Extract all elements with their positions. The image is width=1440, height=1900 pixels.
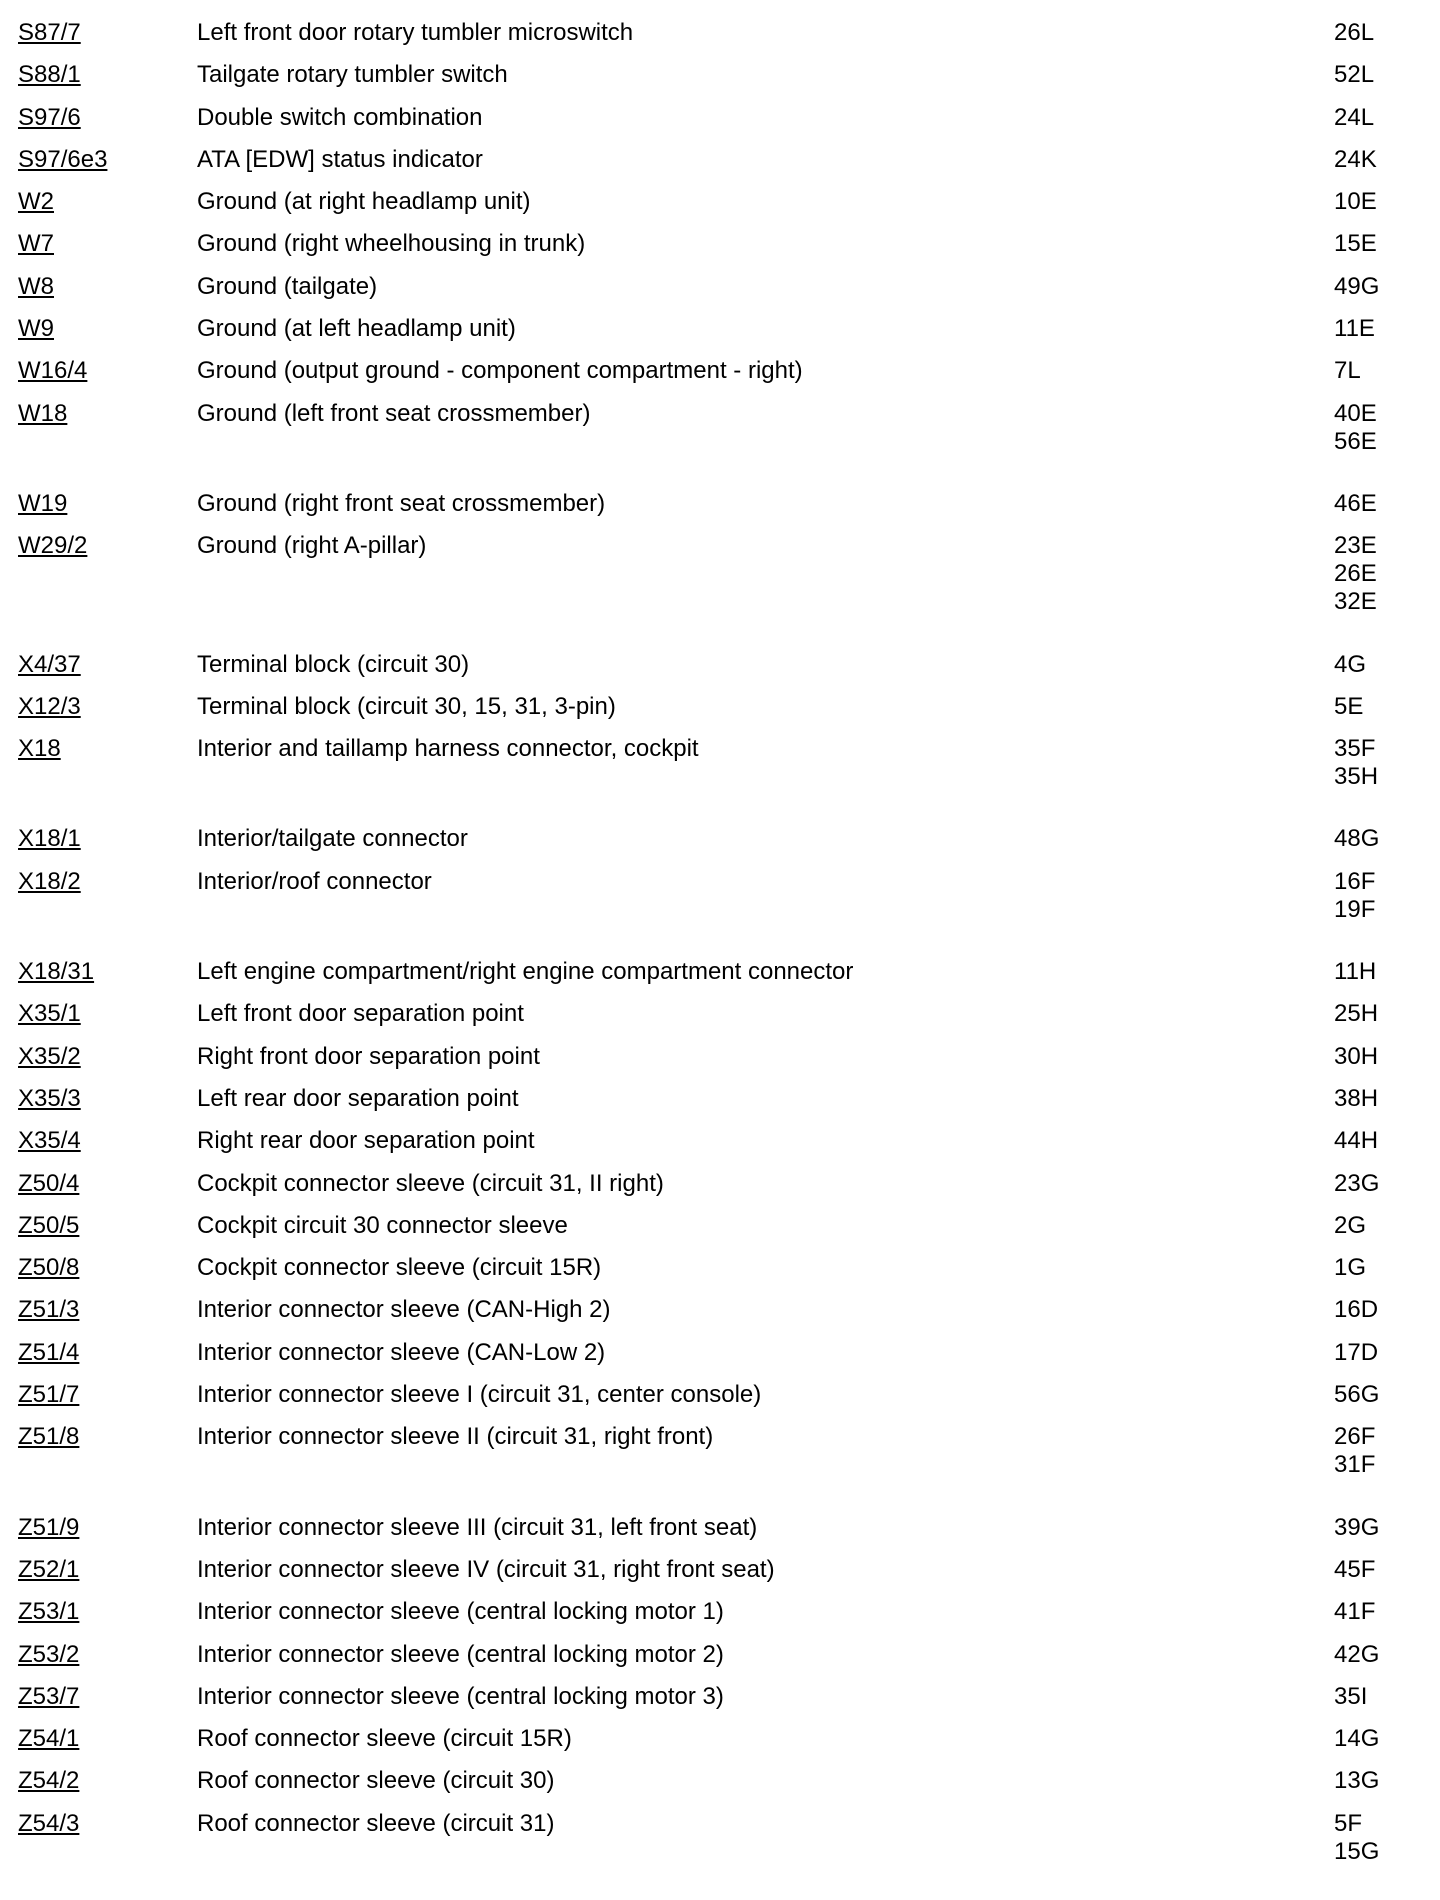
component-description: Double switch combination bbox=[197, 103, 483, 131]
component-description: Left engine compartment/right engine compartment connector bbox=[197, 958, 854, 986]
component-code-link[interactable]: X12/3 bbox=[18, 692, 81, 720]
legend-row bbox=[0, 1043, 1440, 1085]
legend-row bbox=[0, 19, 1440, 61]
grid-references bbox=[1334, 735, 1378, 791]
component-code-link[interactable]: Z50/5 bbox=[18, 1211, 80, 1239]
grid-reference: 40E bbox=[1334, 399, 1377, 427]
grid-references bbox=[1334, 1767, 1379, 1795]
legend-row bbox=[0, 1725, 1440, 1767]
grid-reference: 2G bbox=[1334, 1211, 1367, 1239]
legend-row bbox=[0, 958, 1440, 1000]
legend-row bbox=[0, 1339, 1440, 1381]
grid-reference: 42G bbox=[1334, 1640, 1380, 1668]
grid-references bbox=[1334, 1254, 1366, 1282]
component-legend bbox=[0, 19, 1440, 1900]
component-description: Left rear door separation point bbox=[197, 1084, 519, 1112]
grid-reference: 24K bbox=[1334, 145, 1377, 173]
component-description: Ground (at right headlamp unit) bbox=[197, 188, 531, 216]
grid-references bbox=[1334, 1000, 1378, 1028]
grid-reference: 30H bbox=[1334, 1042, 1379, 1070]
component-code-link[interactable]: W18 bbox=[18, 399, 68, 427]
legend-row bbox=[0, 1423, 1440, 1513]
component-code-link[interactable]: S97/6e3 bbox=[18, 145, 108, 173]
legend-row bbox=[0, 315, 1440, 357]
grid-reference: 56G bbox=[1334, 1381, 1380, 1409]
component-description: Terminal block (circuit 30) bbox=[197, 650, 470, 678]
component-description: Cockpit connector sleeve (circuit 31, II right) bbox=[197, 1169, 664, 1197]
grid-reference: 24L bbox=[1334, 103, 1375, 131]
grid-reference: 4G bbox=[1334, 650, 1367, 678]
component-description: Interior connector sleeve (central locking motor 3) bbox=[197, 1682, 724, 1710]
component-code-link[interactable]: Z54/2 bbox=[18, 1767, 80, 1795]
grid-reference: 13G bbox=[1334, 1767, 1380, 1795]
component-code-link[interactable]: X35/4 bbox=[18, 1127, 81, 1155]
grid-references bbox=[1334, 146, 1377, 174]
component-description: Interior connector sleeve III (circuit 31, left front seat) bbox=[197, 1513, 758, 1541]
grid-references bbox=[1334, 400, 1377, 456]
grid-references bbox=[1334, 1683, 1367, 1711]
component-description: Interior connector sleeve II (circuit 31, right front) bbox=[197, 1423, 714, 1451]
grid-reference: 49G bbox=[1334, 272, 1380, 300]
grid-references bbox=[1334, 61, 1374, 89]
grid-references bbox=[1334, 651, 1366, 679]
grid-references bbox=[1334, 532, 1377, 616]
legend-row bbox=[0, 146, 1440, 188]
grid-references bbox=[1334, 273, 1379, 301]
grid-references bbox=[1334, 1085, 1378, 1113]
component-code-link[interactable]: X35/1 bbox=[18, 1000, 81, 1028]
grid-reference: 5E bbox=[1334, 692, 1364, 720]
grid-reference: 1G bbox=[1334, 1254, 1367, 1282]
grid-references bbox=[1334, 825, 1379, 853]
component-code-link[interactable]: W2 bbox=[18, 188, 54, 216]
component-code-link[interactable]: W16/4 bbox=[18, 357, 88, 385]
component-description: Cockpit connector sleeve (circuit 15R) bbox=[197, 1254, 602, 1282]
grid-references bbox=[1334, 490, 1377, 518]
component-description: Interior connector sleeve (central locking motor 2) bbox=[197, 1640, 724, 1668]
grid-reference: 14G bbox=[1334, 1725, 1380, 1753]
component-description: Tailgate rotary tumbler switch bbox=[197, 61, 508, 89]
grid-references bbox=[1334, 230, 1377, 258]
grid-reference: 56E bbox=[1334, 427, 1377, 455]
component-description: Roof connector sleeve (circuit 30) bbox=[197, 1767, 555, 1795]
legend-row bbox=[0, 490, 1440, 532]
component-description: Ground (right front seat crossmember) bbox=[197, 489, 606, 517]
component-description: Interior and taillamp harness connector, cockpit bbox=[197, 735, 699, 763]
legend-row bbox=[0, 1683, 1440, 1725]
component-code-link[interactable]: S97/6 bbox=[18, 103, 81, 131]
component-description: Terminal block (circuit 30, 15, 31, 3-pin) bbox=[197, 692, 616, 720]
grid-references bbox=[1334, 357, 1361, 385]
legend-row bbox=[0, 868, 1440, 958]
grid-reference: 35F bbox=[1334, 735, 1376, 763]
grid-reference: 10E bbox=[1334, 188, 1377, 216]
legend-row bbox=[0, 735, 1440, 825]
legend-row bbox=[0, 1212, 1440, 1254]
component-code-link[interactable]: Z52/1 bbox=[18, 1555, 80, 1583]
grid-reference: 26L bbox=[1334, 19, 1375, 46]
grid-reference: 45F bbox=[1334, 1555, 1376, 1583]
component-code-link[interactable]: W19 bbox=[18, 489, 68, 517]
component-code-link[interactable]: S88/1 bbox=[18, 61, 81, 89]
grid-reference: 48G bbox=[1334, 825, 1380, 853]
component-code-link[interactable]: X35/3 bbox=[18, 1084, 81, 1112]
grid-reference: 16F bbox=[1334, 867, 1376, 895]
grid-reference: 15E bbox=[1334, 230, 1377, 258]
legend-row bbox=[0, 1767, 1440, 1809]
component-code-link[interactable]: Z51/7 bbox=[18, 1381, 80, 1409]
component-description: Ground (output ground - component compartment - right) bbox=[197, 357, 803, 385]
grid-reference: 5F bbox=[1334, 1809, 1363, 1837]
grid-references bbox=[1334, 868, 1375, 924]
grid-reference: 23G bbox=[1334, 1169, 1380, 1197]
legend-row bbox=[0, 273, 1440, 315]
component-description: Roof connector sleeve (circuit 31) bbox=[197, 1809, 555, 1837]
component-description: Interior connector sleeve (CAN-Low 2) bbox=[197, 1338, 606, 1366]
legend-row bbox=[0, 188, 1440, 230]
grid-references bbox=[1334, 1641, 1379, 1669]
legend-row bbox=[0, 532, 1440, 650]
grid-reference: 11E bbox=[1334, 315, 1375, 343]
legend-row bbox=[0, 230, 1440, 272]
grid-reference: 15G bbox=[1334, 1837, 1380, 1865]
component-code-link[interactable]: Z54/1 bbox=[18, 1725, 80, 1753]
grid-references bbox=[1334, 1043, 1378, 1071]
component-description: Ground (left front seat crossmember) bbox=[197, 399, 591, 427]
component-code-link[interactable]: Z53/2 bbox=[18, 1640, 80, 1668]
grid-reference: 23E bbox=[1334, 532, 1377, 560]
component-code-link[interactable]: X35/2 bbox=[18, 1042, 81, 1070]
component-code-link[interactable]: X4/37 bbox=[18, 650, 81, 678]
component-description: Right front door separation point bbox=[197, 1042, 540, 1070]
component-code-link[interactable]: X18/1 bbox=[18, 825, 81, 853]
component-description: Ground (right wheelhousing in trunk) bbox=[197, 230, 586, 258]
grid-references bbox=[1334, 1725, 1379, 1753]
legend-row bbox=[0, 1598, 1440, 1640]
grid-reference: 19F bbox=[1334, 895, 1376, 923]
component-code-link[interactable]: Z51/8 bbox=[18, 1423, 80, 1451]
component-description: Interior connector sleeve (CAN-High 2) bbox=[197, 1296, 611, 1324]
component-code-link[interactable]: Z50/4 bbox=[18, 1169, 80, 1197]
grid-references bbox=[1334, 1212, 1366, 1240]
legend-row bbox=[0, 104, 1440, 146]
component-code-link[interactable]: W29/2 bbox=[18, 532, 88, 560]
legend-row bbox=[0, 357, 1440, 399]
grid-references bbox=[1334, 1598, 1375, 1626]
component-code-link[interactable]: Z51/4 bbox=[18, 1338, 80, 1366]
legend-row bbox=[0, 1127, 1440, 1169]
component-code-link[interactable]: Z53/1 bbox=[18, 1598, 80, 1626]
grid-references bbox=[1334, 1296, 1378, 1324]
grid-references bbox=[1334, 1423, 1375, 1479]
legend-row bbox=[0, 693, 1440, 735]
legend-row bbox=[0, 61, 1440, 103]
grid-references bbox=[1334, 693, 1363, 721]
component-code-link[interactable]: X18/31 bbox=[18, 958, 95, 986]
grid-references bbox=[1334, 188, 1377, 216]
component-code-link[interactable]: W8 bbox=[18, 272, 54, 300]
legend-row bbox=[0, 651, 1440, 693]
component-description: Interior connector sleeve (central locking motor 1) bbox=[197, 1598, 724, 1626]
legend-row bbox=[0, 825, 1440, 867]
grid-reference: 44H bbox=[1334, 1127, 1379, 1155]
grid-references bbox=[1334, 1514, 1379, 1542]
component-description: Interior connector sleeve IV (circuit 31, right front seat) bbox=[197, 1555, 775, 1583]
legend-row bbox=[0, 1254, 1440, 1296]
grid-reference: 39G bbox=[1334, 1513, 1380, 1541]
grid-reference: 17D bbox=[1334, 1338, 1379, 1366]
grid-reference: 7L bbox=[1334, 357, 1361, 385]
legend-row bbox=[0, 1514, 1440, 1556]
legend-row bbox=[0, 1641, 1440, 1683]
component-code-link[interactable]: W9 bbox=[18, 315, 54, 343]
grid-references bbox=[1334, 1381, 1379, 1409]
component-code-link[interactable]: Z53/7 bbox=[18, 1682, 80, 1710]
component-code-link[interactable]: X18/2 bbox=[18, 867, 81, 895]
component-code-link[interactable]: Z50/8 bbox=[18, 1254, 80, 1282]
grid-reference: 35I bbox=[1334, 1682, 1368, 1710]
legend-row bbox=[0, 400, 1440, 490]
legend-row bbox=[0, 1381, 1440, 1423]
component-description: Ground (at left headlamp unit) bbox=[197, 315, 516, 343]
grid-references bbox=[1334, 1556, 1375, 1584]
grid-references bbox=[1334, 315, 1375, 343]
legend-row bbox=[0, 1296, 1440, 1338]
component-description: Left front door rotary tumbler microswitch bbox=[197, 19, 634, 46]
component-description: Roof connector sleeve (circuit 15R) bbox=[197, 1725, 572, 1753]
legend-row bbox=[0, 1085, 1440, 1127]
grid-reference: 38H bbox=[1334, 1084, 1379, 1112]
legend-row bbox=[0, 1170, 1440, 1212]
grid-references bbox=[1334, 1339, 1378, 1367]
grid-references bbox=[1334, 958, 1376, 986]
grid-reference: 26E bbox=[1334, 560, 1377, 588]
component-code-link[interactable]: W7 bbox=[18, 230, 54, 258]
component-code-link[interactable]: Z51/3 bbox=[18, 1296, 80, 1324]
component-description: Interior/roof connector bbox=[197, 867, 432, 895]
grid-reference: 11H bbox=[1334, 958, 1377, 986]
legend-row bbox=[0, 1000, 1440, 1042]
component-description: Right rear door separation point bbox=[197, 1127, 535, 1155]
component-description: ATA [EDW] status indicator bbox=[197, 145, 483, 173]
component-description: Interior connector sleeve I (circuit 31, center console) bbox=[197, 1381, 762, 1409]
grid-references bbox=[1334, 1810, 1379, 1866]
component-code-link[interactable]: Z51/9 bbox=[18, 1513, 80, 1541]
component-description: Cockpit circuit 30 connector sleeve bbox=[197, 1211, 568, 1239]
grid-reference: 35H bbox=[1334, 763, 1379, 791]
component-description: Left front door separation point bbox=[197, 1000, 524, 1028]
grid-references bbox=[1334, 104, 1374, 132]
grid-reference: 52L bbox=[1334, 61, 1375, 89]
grid-reference: 31F bbox=[1334, 1451, 1376, 1479]
grid-references bbox=[1334, 19, 1374, 47]
grid-references bbox=[1334, 1127, 1378, 1155]
grid-references bbox=[1334, 1170, 1379, 1198]
component-description: Ground (right A-pillar) bbox=[197, 532, 427, 560]
component-code-link[interactable]: S87/7 bbox=[18, 19, 81, 46]
component-code-link[interactable]: Z54/3 bbox=[18, 1809, 80, 1837]
grid-reference: 26F bbox=[1334, 1423, 1376, 1451]
component-description: Interior/tailgate connector bbox=[197, 825, 468, 853]
grid-reference: 16D bbox=[1334, 1296, 1379, 1324]
legend-row bbox=[0, 1810, 1440, 1900]
grid-reference: 32E bbox=[1334, 588, 1377, 616]
legend-row bbox=[0, 1556, 1440, 1598]
grid-reference: 25H bbox=[1334, 1000, 1379, 1028]
grid-reference: 46E bbox=[1334, 489, 1377, 517]
component-code-link[interactable]: X18 bbox=[18, 735, 61, 763]
component-description: Ground (tailgate) bbox=[197, 272, 378, 300]
grid-reference: 41F bbox=[1334, 1598, 1376, 1626]
